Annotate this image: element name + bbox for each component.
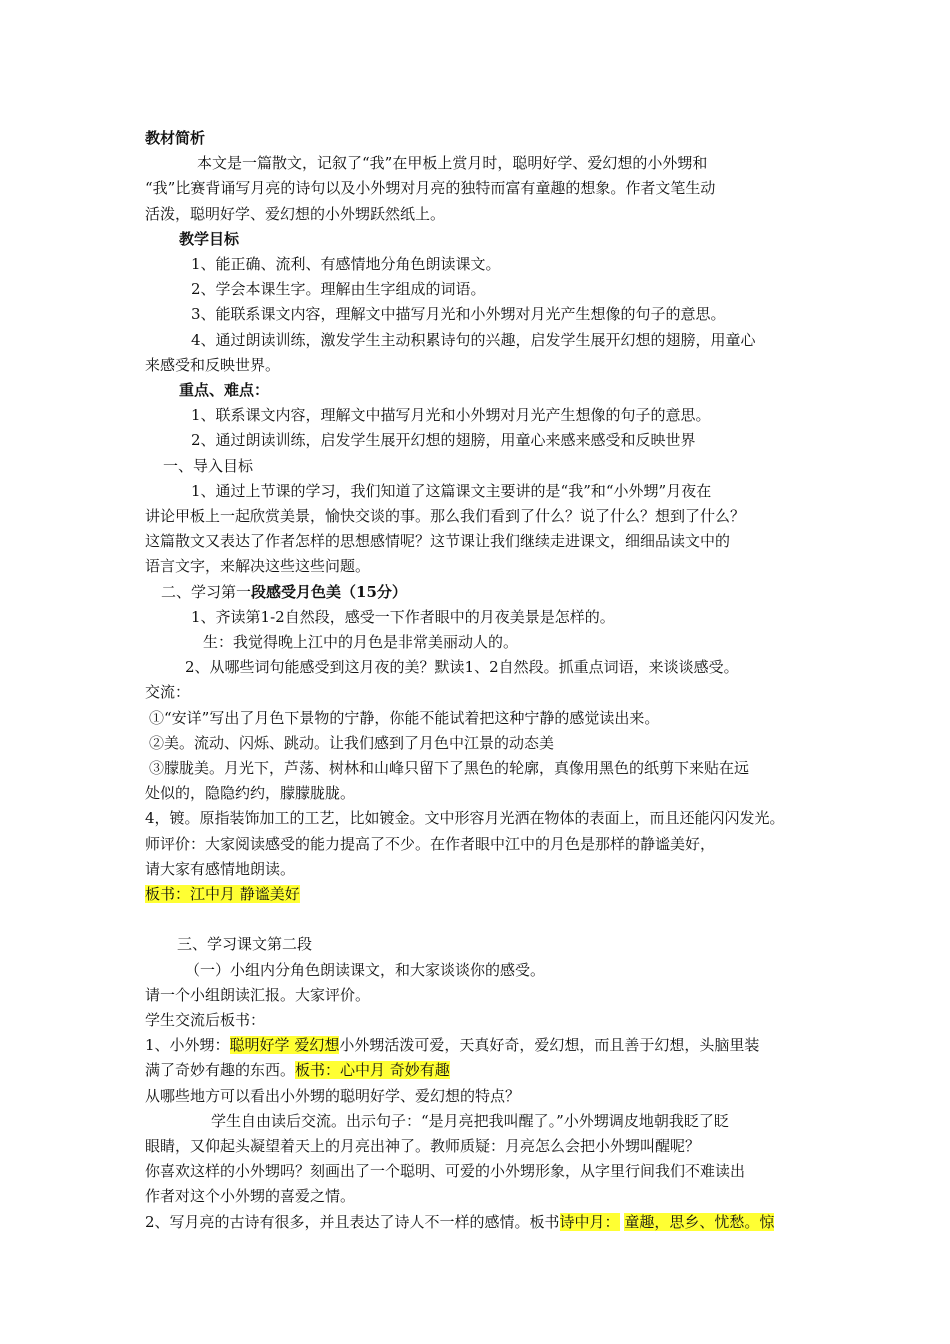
document-body [145,126,813,1235]
paragraph-line: 交流： [145,683,191,702]
paragraph-line: 1、通过上节课的学习，我们知道了这篇课文主要讲的是“我”和“小外甥”月夜在 [191,481,712,500]
paragraph-line: 作者对这个小外甥的喜爱之情。 [145,1187,356,1206]
key-point-item: 1、联系课文内容，理解文中描写月光和小外甥对月光产生想像的句子的意思。 [191,406,711,425]
list-item: ③朦胧美。月光下，芦荡、树林和山峰只留下了黑色的轮廓，真像用黑色的纸剪下来贴在远 [149,759,750,778]
paragraph-line: 从哪些地方可以看出小外甥的聪明好学、爱幻想的特点？ [145,1086,521,1105]
paragraph-line: 眼睛，又仰起头凝望着天上的月亮出神了。教师质疑：月亮怎么会把小外甥叫醒呢？ [145,1136,701,1155]
paragraph-line: 学生交流后板书： [145,1010,266,1029]
paragraph-line: 活泼，聪明好学、爱幻想的小外甥跃然纸上。 [145,204,446,223]
list-item: ①“安详”写出了月色下景物的宁静，你能不能试着把这种宁静的感觉读出来。 [149,708,660,727]
heading-textbook-analysis: 教材简析 [145,129,206,147]
section-heading-1: 一、导入目标 [163,456,254,475]
text-run: 小外甥活泼可爱，天真好奇，爱幻想，而且善于幻想，头脑里装 [339,1036,760,1055]
goal-item: 4、通过朗读训练，激发学生主动积累诗句的兴趣，启发学生展开幻想的翅膀，用童心 [191,330,756,349]
heading-teaching-goals: 教学目标 [179,229,240,248]
paragraph-line: 讲论甲板上一起欣赏美景，愉快交谈的事。那么我们看到了什么？说了什么？想到了什么？ [145,507,746,526]
text-run: 1、小外甥： [145,1036,230,1055]
paragraph-line: 2、从哪些词句能感受到这月夜的美？默读1、2自然段。抓重点词语，来谈谈感受。 [185,658,739,677]
paragraph-line: 语言文字，来解决这些这些问题。 [145,557,371,576]
paragraph-line: 4，镀。原指装饰加工的工艺，比如镀金。文中形容月光洒在物体的表面上，而且还能闪闪发光。 [145,809,785,828]
text-run: 2、写月亮的古诗有很多，并且表达了诗人不一样的感情。板书 [145,1212,560,1231]
paragraph-line: 请一个小组朗读汇报。大家评价。 [145,985,371,1004]
paragraph-line: 这篇散文又表达了作者怎样的思想感情呢？这节课让我们继续走进课文，细细品读文中的 [145,532,731,551]
section-heading-2-part1: 二、学习第一 [161,582,252,601]
text-run: 满了奇妙有趣的东西。 [145,1061,296,1080]
paragraph-line: 处似的，隐隐约约，朦朦胧胧。 [145,784,356,803]
highlighted-text: 聪明好学 爱幻想 [229,1036,340,1055]
goal-item: 3、能联系课文内容，理解文中描写月光和小外甥对月光产生想像的句子的意思。 [191,305,726,324]
goal-item: 1、能正确、流利、有感情地分角色朗读课文。 [191,255,501,274]
paragraph-line [145,1033,813,1058]
list-item: ②美。流动、闪烁、跳动。让我们感到了月色中江景的动态美 [149,733,555,752]
paragraph-line: 来感受和反映世界。 [145,355,281,374]
highlighted-board-text: 诗中月： [559,1212,620,1231]
paragraph-line: 你喜欢这样的小外甥吗？刻画出了一个聪明、可爱的小外甥形象，从字里行间我们不难读出 [145,1162,746,1181]
highlighted-board-text: 童趣，思乡、忧愁。惊 [624,1212,775,1231]
paragraph-line: 请大家有感情地朗读。 [145,859,296,878]
paragraph-line: （一）小组内分角色朗读课文，和大家谈谈你的感受。 [185,960,546,979]
paragraph-line: 1、齐读第1-2自然段，感受一下作者眼中的月夜美景是怎样的。 [191,607,615,626]
paragraph-line [145,1058,813,1083]
paragraph-line: 师评价：大家阅读感受的能力提高了不少。在作者眼中江中的月色是那样的静谧美好， [145,834,716,853]
section-heading-2 [145,580,813,605]
highlighted-board-text: 板书：心中月 奇妙有趣 [295,1061,450,1080]
blank-line [145,907,813,932]
section-heading-2-part2: 段感受月色美（15分） [251,582,407,601]
paragraph-line: “我”比赛背诵写月亮的诗句以及小外甥对月亮的独特而富有童趣的想象。作者文笔生动 [145,179,716,198]
key-point-item: 2、通过朗读训练，启发学生展开幻想的翅膀，用童心来感来感受和反映世界 [191,431,696,450]
paragraph-line: 本文是一篇散文，记叙了“我”在甲板上赏月时，聪明好学、爱幻想的小外甥和 [197,154,708,173]
highlighted-board-text: 板书：江中月 静谧美好 [145,885,300,904]
paragraph-line: 学生自由读后交流。出示句子：“是月亮把我叫醒了。”小外甥调皮地朝我眨了眨 [211,1111,729,1130]
paragraph-line [145,1210,813,1235]
heading-key-points: 重点、难点： [179,381,270,400]
paragraph-line: 生：我觉得晚上江中的月色是非常美丽动人的。 [203,633,519,652]
section-heading-3: 三、学习课文第二段 [177,935,313,954]
board-note-1 [145,882,813,907]
goal-item: 2、学会本课生字。理解由生字组成的词语。 [191,280,486,299]
